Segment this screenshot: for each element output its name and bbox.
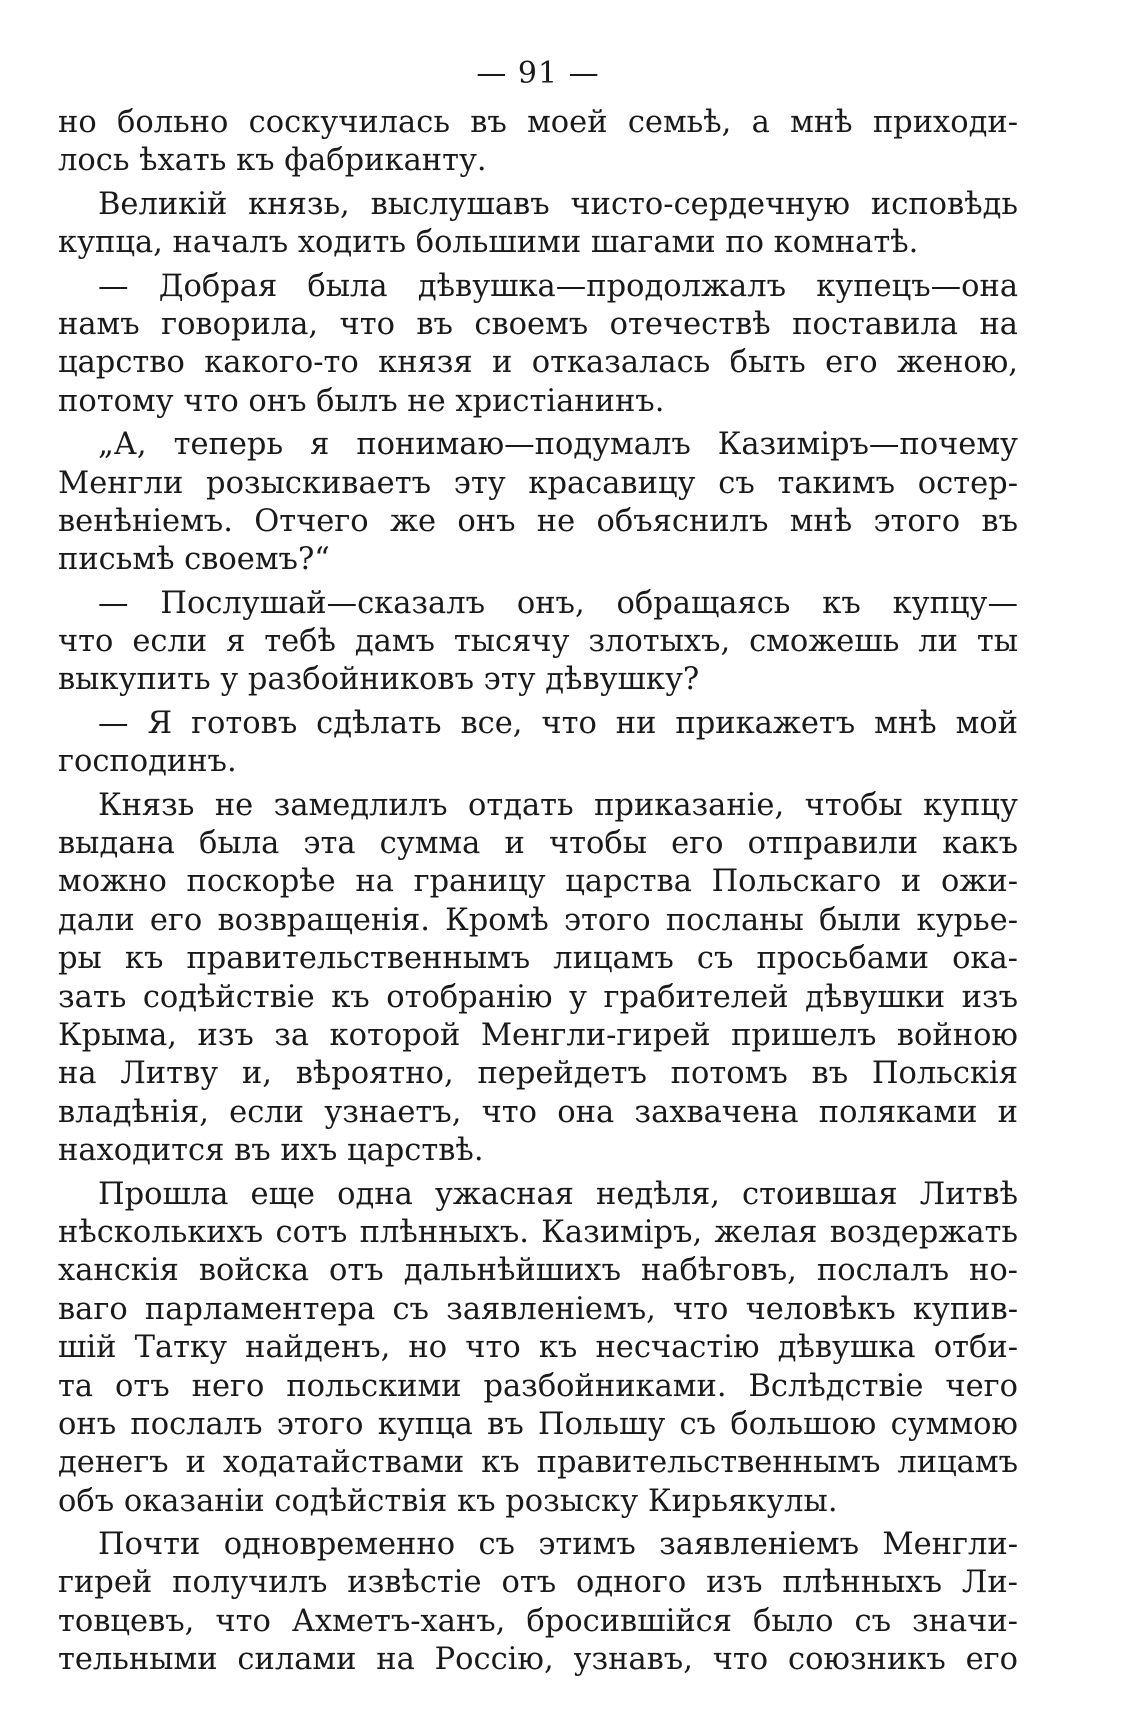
book-page xyxy=(58,0,1018,1722)
text-line: что если я тебѣ дамъ тысячу злотыхъ, сможешь ли ты xyxy=(58,624,1018,660)
text-line: „А, теперь я понимаю—подумалъ Казиміръ—почему xyxy=(98,427,1018,463)
text-line: выкупить у разбойниковъ эту дѣвушку? xyxy=(58,662,700,698)
text-line: купца, началъ ходить большими шагами по комнатѣ. xyxy=(58,225,919,261)
text-line: Почти одновременно съ этимъ заявленіемъ Менгли- xyxy=(98,1527,1018,1563)
text-line: Великій князь, выслушавъ чисто-сердечную исповѣдь xyxy=(98,186,1018,222)
text-line: царство какого-то князя и отказалась быть его женою, xyxy=(58,345,1018,381)
text-line: товцевъ, что Ахметъ-ханъ, бросившійся было съ значи- xyxy=(58,1603,1018,1639)
text-line: ры къ правительственнымъ лицамъ съ просьбами ока- xyxy=(58,941,1018,977)
page-text xyxy=(58,104,1018,1680)
text-line: денегъ и ходатайствами къ правительственнымъ лицамъ xyxy=(58,1445,1018,1481)
text-line: — Добрая была дѣвушка—продолжалъ купецъ—она xyxy=(98,268,1018,304)
text-line: письмѣ своемъ?“ xyxy=(58,542,330,578)
text-line: но больно соскучилась въ моей семьѣ, а мнѣ приходи- xyxy=(58,105,1018,140)
text-line: онъ послалъ этого купца въ Польшу съ большою суммою xyxy=(58,1406,1018,1442)
text-line: Менгли розыскиваетъ эту красавицу съ такимъ остер- xyxy=(58,465,1018,501)
text-line: зать содѣйствіе къ отобранію у грабителей дѣвушки изъ xyxy=(58,979,1018,1015)
text-line: потому что онъ былъ не христіанинъ. xyxy=(58,383,665,419)
text-line: Крыма, изъ за которой Менгли-гирей пришелъ войною xyxy=(58,1017,1018,1053)
text-line: дали его возвращенія. Кромѣ этого посланы были курье- xyxy=(58,902,1018,938)
text-line: та отъ него польскими разбойниками. Вслѣдствіе чего xyxy=(58,1368,1018,1404)
text-line: — Я готовъ сдѣлать все, что ни прикажетъ мнѣ мой xyxy=(98,705,1018,741)
text-line: ваго парламентера съ заявленіемъ, что человѣкъ купив- xyxy=(58,1291,1018,1327)
text-line: нѣсколькихъ сотъ плѣнныхъ. Казиміръ, желая воздержать xyxy=(58,1214,1018,1250)
text-line: гирей получилъ извѣстіе отъ одного изъ плѣнныхъ Ли- xyxy=(58,1565,1018,1601)
text-line: можно поскорѣе на границу царства Польскаго и ожи- xyxy=(58,864,1018,900)
text-line: объ оказаніи содѣйствія къ розыску Кирьякулы. xyxy=(58,1483,838,1519)
text-line: ханскія войска отъ дальнѣйшихъ набѣговъ, послалъ но- xyxy=(58,1253,1018,1289)
text-line: — Послушай—сказалъ онъ, обращаясь къ купцу— xyxy=(98,585,1018,621)
text-line: лось ѣхать къ фабриканту. xyxy=(58,143,487,179)
text-line: владѣнія, если узнаетъ, что она захвачена поляками и xyxy=(58,1094,1018,1130)
text-line: Князь не замедлилъ отдать приказаніе, чтобы купцу xyxy=(98,787,1018,823)
text-line: шій Татку найденъ, но что къ несчастію дѣвушка отби- xyxy=(58,1330,1018,1366)
text-line: намъ говорила, что въ своемъ отечествѣ поставила на xyxy=(58,306,1018,342)
text-line: господинъ. xyxy=(58,744,237,780)
text-line: венѣніемъ. Отчего же онъ не объяснилъ мнѣ этого въ xyxy=(58,503,1018,539)
page-number: — 91 — xyxy=(476,56,600,91)
text-line: тельными силами на Россію, узнавъ, что союзникъ его xyxy=(58,1642,1018,1678)
text-line: Прошла еще одна ужасная недѣля, стоившая Литвѣ xyxy=(98,1176,1018,1212)
text-line: находится въ ихъ царствѣ. xyxy=(58,1133,484,1169)
text-line: выдана была эта сумма и чтобы его отправили какъ xyxy=(58,826,1018,862)
text-line: на Литву и, вѣроятно, перейдетъ потомъ въ Польскія xyxy=(58,1056,1018,1092)
